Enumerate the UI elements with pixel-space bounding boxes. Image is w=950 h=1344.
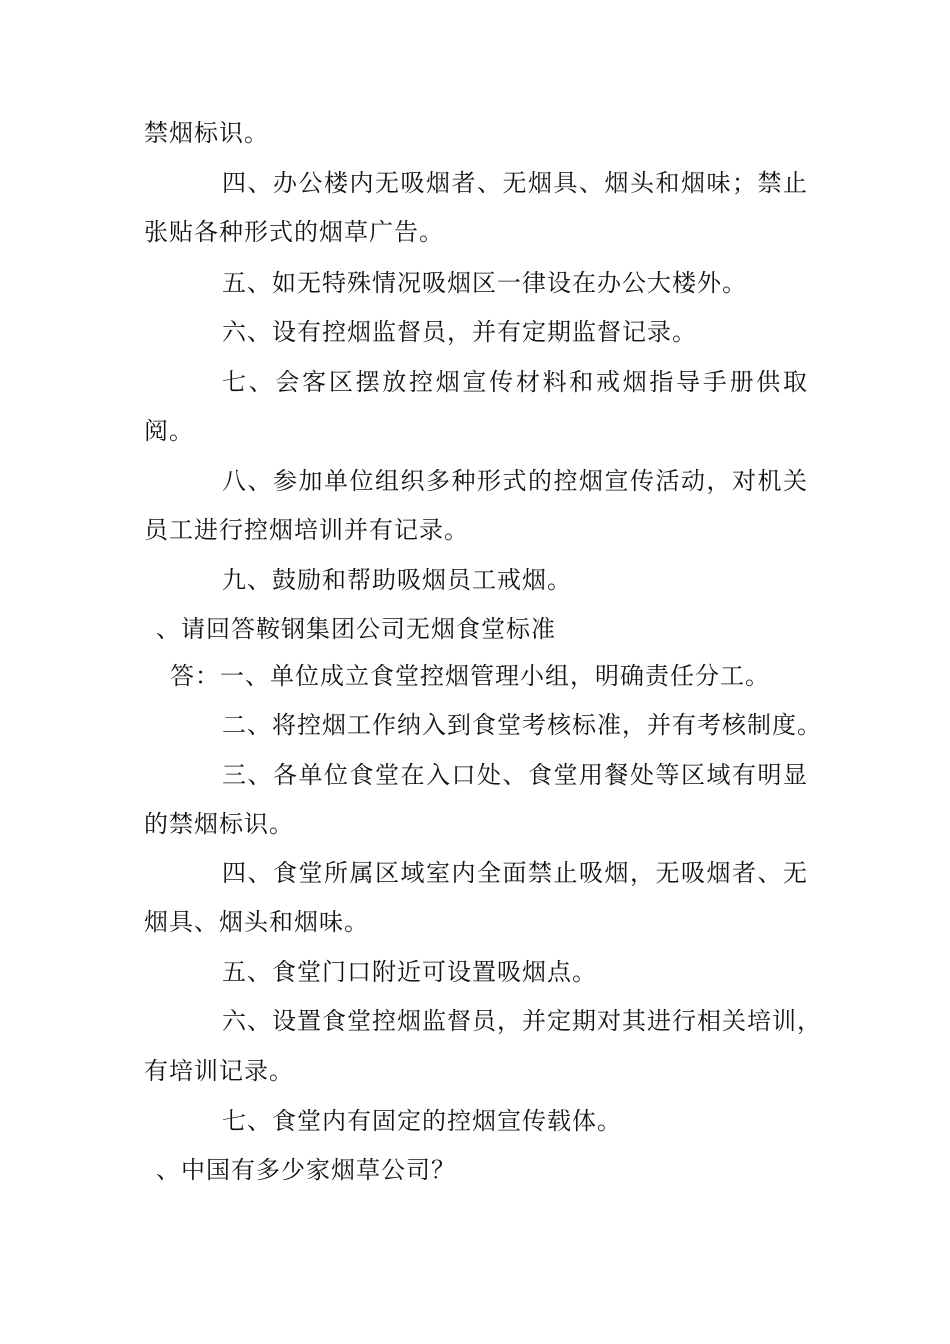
text-line: 的禁烟标识。 (144, 810, 294, 838)
section-question: 、请回答鞍钢集团公司无烟食堂标准 (156, 615, 556, 643)
text-line: 张贴各种形式的烟草广告。 (144, 218, 444, 246)
text-line: 八、参加单位组织多种形式的控烟宣传活动，对机关 (222, 467, 808, 495)
text-line: 有培训记录。 (144, 1057, 294, 1085)
text-line: 五、食堂门口附近可设置吸烟点。 (222, 958, 597, 986)
text-line: 五、如无特殊情况吸烟区一律设在办公大楼外。 (222, 269, 747, 297)
text-line: 三、各单位食堂在入口处、食堂用餐处等区域有明显 (222, 761, 808, 789)
text-line: 烟具、烟头和烟味。 (144, 908, 369, 936)
text-line: 六、设有控烟监督员，并有定期监督记录。 (222, 318, 697, 346)
text-line: 禁烟标识。 (144, 119, 269, 147)
text-line: 四、办公楼内无吸烟者、无烟具、烟头和烟味；禁止 (222, 169, 808, 197)
section-question: 、中国有多少家烟草公司？ (156, 1156, 456, 1184)
text-line: 四、食堂所属区域室内全面禁止吸烟，无吸烟者、无 (222, 859, 808, 887)
text-line: 员工进行控烟培训并有记录。 (144, 516, 469, 544)
text-line: 六、设置食堂控烟监督员，并定期对其进行相关培训， (222, 1007, 822, 1035)
text-line: 阅。 (144, 417, 194, 445)
text-line: 七、会客区摆放控烟宣传材料和戒烟指导手册供取 (222, 368, 808, 396)
text-line: 二、将控烟工作纳入到食堂考核标准，并有考核制度。 (222, 711, 822, 739)
text-line: 七、食堂内有固定的控烟宣传载体。 (222, 1107, 622, 1135)
answer-line: 答：一、单位成立食堂控烟管理小组，明确责任分工。 (170, 662, 770, 690)
text-line: 九、鼓励和帮助吸烟员工戒烟。 (222, 566, 572, 594)
